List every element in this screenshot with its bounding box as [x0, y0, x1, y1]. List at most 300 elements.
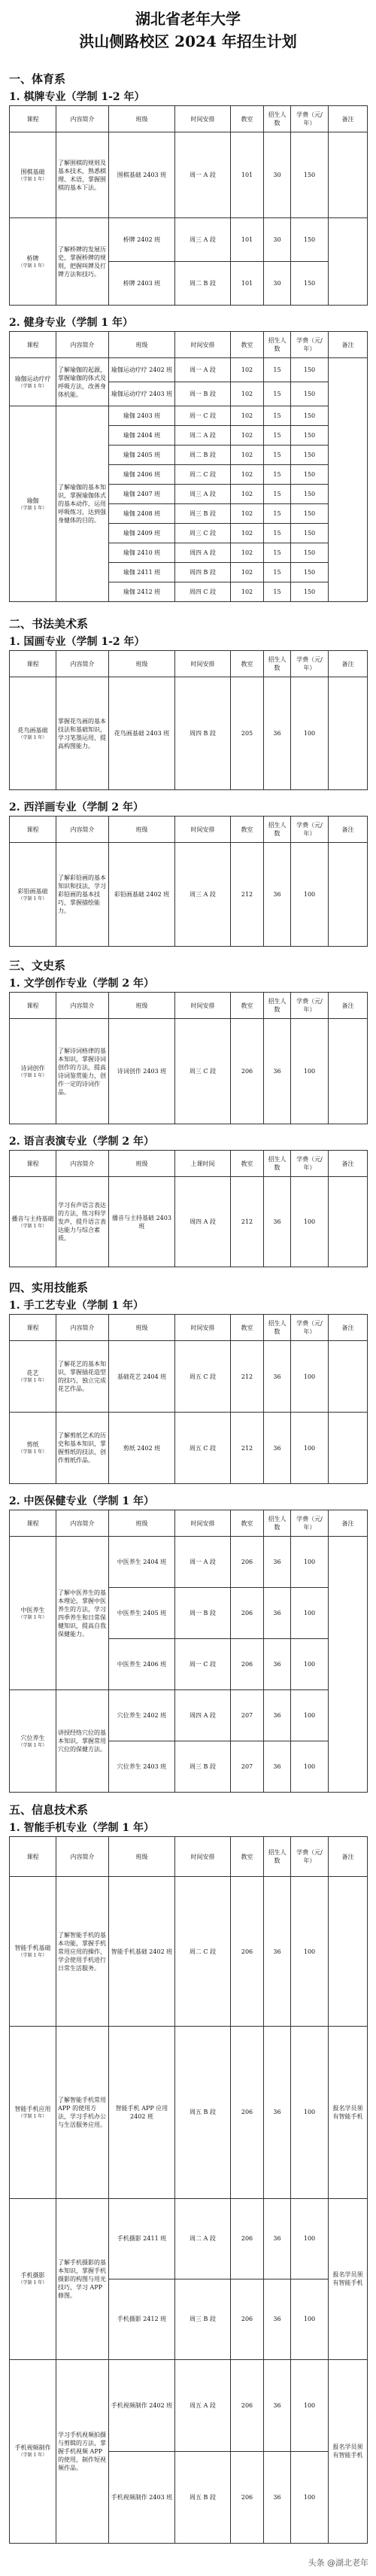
course-table-chinese-painting [9, 650, 368, 790]
class-name: 瑜伽 2403 班 [109, 406, 175, 426]
classroom: 206 [231, 2451, 264, 2543]
major-heading-western-painting: 2. 西洋画专业（学制 2 年） [9, 801, 144, 814]
major-heading-chess: 1. 棋牌专业（学制 1-2 年） [9, 91, 145, 103]
remark [329, 843, 368, 947]
course-name: 智能手机应用 （学制 1 年） [10, 2026, 56, 2198]
course-table-writing [9, 992, 368, 1124]
remark [329, 358, 368, 602]
category-heading-literature: 三、文史系 [9, 959, 66, 972]
course-name: 剪纸 （学制 1 年） [10, 1413, 56, 1484]
course-intro: 了解桥牌的发展历史，掌握桥牌的规则，把握叫牌及打牌方法和技巧。 [56, 218, 109, 306]
major-heading-fitness: 2. 健身专业（学制 1 年） [9, 317, 133, 329]
header-class: 班级 [109, 993, 175, 1019]
header-remark: 备注 [329, 993, 368, 1019]
class-name: 瑜伽 2404 班 [109, 426, 175, 446]
fee: 100 [291, 1537, 329, 1588]
header-class: 班级 [109, 1315, 175, 1341]
header-room: 教室 [231, 993, 264, 1019]
class-name: 彩铅画基础 2402 班 [109, 843, 175, 947]
quota: 30 [264, 218, 291, 262]
header-course: 课程 [10, 1315, 56, 1341]
course-name: 中医养生 （学制 1 年） [10, 1537, 56, 1690]
header-course: 课程 [10, 1510, 56, 1537]
fee: 100 [291, 1877, 329, 2026]
header-course: 课程 [10, 817, 56, 843]
course-intro: 了解剪纸艺术的历史和基本知识，掌握剪纸的技法，创作剪纸作品。 [56, 1413, 109, 1484]
quota: 36 [264, 1690, 291, 1741]
table-row [10, 677, 368, 790]
table-row [10, 2026, 368, 2198]
table-header-row [10, 1510, 368, 1537]
classroom: 101 [231, 218, 264, 262]
quota: 15 [264, 426, 291, 446]
classroom: 102 [231, 504, 264, 524]
category-heading-it: 五、信息技术系 [9, 1803, 89, 1817]
header-room: 教室 [231, 332, 264, 358]
header-room: 教室 [231, 1315, 264, 1341]
header-intro: 内容简介 [56, 106, 109, 132]
class-time: 周一 A 段 [175, 358, 231, 382]
class-name: 瑜伽 2408 班 [109, 504, 175, 524]
category-heading-practical-skills: 四、实用技能系 [9, 1281, 89, 1294]
table-header-row [10, 817, 368, 843]
class-name: 智能手机 APP 应用 2402 班 [109, 2026, 175, 2198]
page-title: 湖北省老年大学 [135, 10, 241, 28]
class-name: 中医养生 2405 班 [109, 1588, 175, 1639]
header-intro: 内容简介 [56, 651, 109, 677]
header-room: 教室 [231, 1837, 264, 1877]
course-intro: 了解围棋的规则及基本技术，熟悉棋理、术语，掌握围棋的基本下法。 [56, 132, 109, 218]
class-name: 播音与主持基础 2403 班 [109, 1177, 175, 1267]
header-course: 课程 [10, 993, 56, 1019]
table-row [10, 406, 368, 426]
classroom: 102 [231, 485, 264, 504]
class-name: 瑜伽 2409 班 [109, 524, 175, 543]
remark [329, 1877, 368, 2026]
remark [329, 677, 368, 790]
header-class: 班级 [109, 817, 175, 843]
course-table-handicraft [9, 1314, 368, 1484]
classroom: 102 [231, 582, 264, 602]
header-remark: 备注 [329, 106, 368, 132]
course-name: 诗词创作 （学制 1 年） [10, 1019, 56, 1124]
header-class: 班级 [109, 1151, 175, 1177]
course-intro: 了解花艺的基本知识，掌握插花造型的技巧，独立完成花艺作品。 [56, 1341, 109, 1413]
quota: 36 [264, 2359, 291, 2451]
class-time: 周五 B 段 [175, 2451, 231, 2543]
header-time: 时间安排 [175, 1510, 231, 1537]
quota: 36 [264, 1877, 291, 2026]
class-time: 周三 A 段 [175, 218, 231, 262]
quota: 36 [264, 1639, 291, 1690]
class-time: 周一 A 段 [175, 1537, 231, 1588]
major-heading-writing: 1. 文学创作专业（学制 2 年） [9, 978, 154, 990]
class-name: 手机视频制作 2402 班 [109, 2359, 175, 2451]
class-name: 穴位养生 2402 班 [109, 1690, 175, 1741]
course-intro: 了解彩铅画的基本知识和技法，学习彩铅画的基本技巧，掌握描绘能力。 [56, 843, 109, 947]
fee: 100 [291, 1341, 329, 1413]
remark [329, 1177, 368, 1267]
class-time: 周三 A 段 [175, 843, 231, 947]
header-course: 课程 [10, 651, 56, 677]
major-heading-handicraft: 1. 手工艺专业（学制 1 年） [9, 1300, 144, 1312]
classroom: 206 [231, 1019, 264, 1124]
remark [329, 132, 368, 218]
quota: 36 [264, 1341, 291, 1413]
header-fee: 学费（元/年） [291, 993, 329, 1019]
class-name: 瑜伽运动疗疗 2402 班 [109, 358, 175, 382]
header-time: 时间安排 [175, 817, 231, 843]
class-time: 周三 C 段 [175, 1019, 231, 1124]
table-row [10, 218, 368, 262]
header-remark: 备注 [329, 1510, 368, 1537]
header-class: 班级 [109, 651, 175, 677]
header-intro: 内容简介 [56, 817, 109, 843]
course-intro: 了解诗词格律的基本知识，掌握诗词创作的方法，提高诗词鉴赏能力，创作一定的诗词作品。 [56, 1019, 109, 1124]
header-fee: 学费（元/年） [291, 1837, 329, 1877]
class-name: 智能手机基础 2402 班 [109, 1877, 175, 2026]
fee: 100 [291, 1639, 329, 1690]
header-room: 教室 [231, 1510, 264, 1537]
remark: 报名学员须有智能手机 [329, 2026, 368, 2198]
course-name: 围棋基础 （学制 1 年） [10, 132, 56, 218]
classroom: 212 [231, 1177, 264, 1267]
header-room: 教室 [231, 651, 264, 677]
watermark: 头条 @湖北老年 [308, 2558, 368, 2568]
header-remark: 备注 [329, 1151, 368, 1177]
major-heading-speech: 2. 语言表演专业（学制 2 年） [9, 1136, 154, 1148]
header-quota: 招生人数 [264, 106, 291, 132]
fee: 100 [291, 1690, 329, 1741]
header-time: 上课时间 [175, 1151, 231, 1177]
class-name: 瑜伽 2412 班 [109, 582, 175, 602]
fee: 100 [291, 2359, 329, 2451]
fee: 100 [291, 677, 329, 790]
table-row [10, 2359, 368, 2451]
classroom: 102 [231, 446, 264, 465]
classroom: 101 [231, 132, 264, 218]
class-name: 瑜伽 2405 班 [109, 446, 175, 465]
remark: 报名学员须有智能手机 [329, 2198, 368, 2359]
header-remark: 备注 [329, 1837, 368, 1877]
fee: 100 [291, 2026, 329, 2198]
fee: 100 [291, 1413, 329, 1484]
classroom: 102 [231, 382, 264, 406]
header-quota: 招生人数 [264, 993, 291, 1019]
class-time: 周四 A 段 [175, 543, 231, 563]
quota: 15 [264, 446, 291, 465]
course-name: 花艺 （学制 1 年） [10, 1341, 56, 1413]
quota: 36 [264, 677, 291, 790]
class-time: 周四 A 段 [175, 1690, 231, 1741]
quota: 36 [264, 1537, 291, 1588]
quota: 36 [264, 2451, 291, 2543]
fee: 150 [291, 563, 329, 582]
fee: 100 [291, 2198, 329, 2279]
course-name: 播音与主持基础 （学制 1 年） [10, 1177, 56, 1267]
header-class: 班级 [109, 1837, 175, 1877]
class-time: 周四 B 段 [175, 563, 231, 582]
class-name: 手机摄影 2411 班 [109, 2198, 175, 2279]
class-time: 周四 B 段 [175, 677, 231, 790]
course-intro: 了解中医养生的基本理论，掌握中医养生的方法，学习四季养生和日常保健知识，提高自我保健能力。 [56, 1537, 109, 1690]
quota: 36 [264, 2026, 291, 2198]
header-time: 时间安排 [175, 993, 231, 1019]
quota: 36 [264, 1588, 291, 1639]
class-time: 周二 A 段 [175, 2198, 231, 2279]
classroom: 102 [231, 426, 264, 446]
classroom: 206 [231, 2279, 264, 2359]
class-name: 手机视频制作 2403 班 [109, 2451, 175, 2543]
header-remark: 备注 [329, 817, 368, 843]
header-intro: 内容简介 [56, 1837, 109, 1877]
table-row [10, 1019, 368, 1124]
fee: 150 [291, 426, 329, 446]
major-heading-tcm: 2. 中医保健专业（学制 1 年） [9, 1495, 154, 1507]
class-name: 瑜伽 2406 班 [109, 465, 175, 485]
table-row [10, 132, 368, 218]
header-room: 教室 [231, 1151, 264, 1177]
remark [329, 1019, 368, 1124]
quota: 36 [264, 843, 291, 947]
course-table-fitness [9, 331, 368, 602]
quota: 15 [264, 524, 291, 543]
fee: 150 [291, 465, 329, 485]
class-name: 桥牌 2402 班 [109, 218, 175, 262]
header-class: 班级 [109, 332, 175, 358]
class-name: 诗词创作 2403 班 [109, 1019, 175, 1124]
fee: 150 [291, 485, 329, 504]
table-header-row [10, 332, 368, 358]
header-class: 班级 [109, 106, 175, 132]
fee: 100 [291, 1177, 329, 1267]
fee: 100 [291, 1019, 329, 1124]
classroom: 102 [231, 524, 264, 543]
header-room: 教室 [231, 817, 264, 843]
quota: 15 [264, 406, 291, 426]
class-name: 剪纸 2402 班 [109, 1413, 175, 1484]
quota: 15 [264, 504, 291, 524]
course-table-smartphone [9, 1836, 368, 2544]
class-time: 周一 A 段 [175, 132, 231, 218]
table-row [10, 1413, 368, 1484]
course-name: 手机视频制作 （学制 1 年） [10, 2359, 56, 2543]
header-room: 教室 [231, 106, 264, 132]
remark [329, 1341, 368, 1413]
fee: 100 [291, 843, 329, 947]
header-quota: 招生人数 [264, 1510, 291, 1537]
header-quota: 招生人数 [264, 651, 291, 677]
course-name: 瑜伽运动疗疗 （学制 1 年） [10, 358, 56, 406]
table-row [10, 2198, 368, 2279]
classroom: 206 [231, 1639, 264, 1690]
class-time: 周二 C 段 [175, 1877, 231, 2026]
classroom: 212 [231, 843, 264, 947]
course-table-tcm [9, 1510, 368, 1793]
header-fee: 学费（元/年） [291, 1510, 329, 1537]
class-time: 周四 A 段 [175, 1177, 231, 1267]
table-row [10, 1537, 368, 1588]
quota: 15 [264, 358, 291, 382]
fee: 150 [291, 382, 329, 406]
classroom: 212 [231, 1341, 264, 1413]
header-fee: 学费（元/年） [291, 332, 329, 358]
quota: 15 [264, 382, 291, 406]
class-time: 周一 B 段 [175, 382, 231, 406]
table-row [10, 1177, 368, 1267]
class-time: 周五 B 段 [175, 2026, 231, 2198]
classroom: 206 [231, 2198, 264, 2279]
fee: 100 [291, 2451, 329, 2543]
class-name: 中医养生 2404 班 [109, 1537, 175, 1588]
table-header-row [10, 993, 368, 1019]
category-heading-sports: 一、体育系 [9, 72, 66, 86]
quota: 30 [264, 132, 291, 218]
course-intro: 了解瑜伽的起源，掌握瑜伽的体式及呼吸方法，改善身体机能。 [56, 358, 109, 406]
class-time: 周四 C 段 [175, 582, 231, 602]
classroom: 102 [231, 358, 264, 382]
class-time: 周三 B 段 [175, 2279, 231, 2359]
table-row [10, 358, 368, 382]
page-subtitle: 洪山侧路校区 2024 年招生计划 [79, 32, 297, 50]
course-name: 花鸟画基础 （学制 1 年） [10, 677, 56, 790]
header-time: 时间安排 [175, 106, 231, 132]
fee: 150 [291, 524, 329, 543]
class-time: 周三 B 段 [175, 1741, 231, 1793]
quota: 30 [264, 262, 291, 306]
fee: 150 [291, 406, 329, 426]
classroom: 207 [231, 1741, 264, 1793]
fee: 150 [291, 218, 329, 262]
header-fee: 学费（元/年） [291, 1151, 329, 1177]
table-row [10, 1341, 368, 1413]
class-name: 桥牌 2403 班 [109, 262, 175, 306]
classroom: 102 [231, 465, 264, 485]
header-remark: 备注 [329, 1315, 368, 1341]
major-heading-chinese-painting: 1. 国画专业（学制 1-2 年） [9, 636, 145, 648]
fee: 100 [291, 1741, 329, 1793]
classroom: 101 [231, 262, 264, 306]
classroom: 206 [231, 1537, 264, 1588]
remark [329, 1413, 368, 1484]
header-remark: 备注 [329, 332, 368, 358]
classroom: 206 [231, 2359, 264, 2451]
table-header-row [10, 1151, 368, 1177]
course-intro: 掌握花鸟画的基本技法和基础知识，学习笔墨运用，提高构图能力。 [56, 677, 109, 790]
course-name: 智能手机基础 （学制 1 年） [10, 1877, 56, 2026]
header-class: 班级 [109, 1510, 175, 1537]
classroom: 212 [231, 1413, 264, 1484]
header-intro: 内容简介 [56, 1315, 109, 1341]
course-intro: 学习有声语言表达的方法，练习科学发声，提升语言表达能力与综合素质。 [56, 1177, 109, 1267]
remark [329, 1537, 368, 1793]
class-name: 手机摄影 2412 班 [109, 2279, 175, 2359]
quota: 36 [264, 1019, 291, 1124]
class-name: 瑜伽 2411 班 [109, 563, 175, 582]
fee: 150 [291, 543, 329, 563]
class-name: 瑜伽 2407 班 [109, 485, 175, 504]
header-intro: 内容简介 [56, 1151, 109, 1177]
table-row [10, 1690, 368, 1741]
class-name: 瑜伽运动疗疗 2403 班 [109, 382, 175, 406]
classroom: 207 [231, 1690, 264, 1741]
header-quota: 招生人数 [264, 1315, 291, 1341]
header-course: 课程 [10, 332, 56, 358]
fee: 150 [291, 582, 329, 602]
course-table-speech [9, 1150, 368, 1267]
quota: 36 [264, 1413, 291, 1484]
course-name: 瑜伽 （学制 1 年） [10, 406, 56, 602]
quota: 36 [264, 2198, 291, 2279]
class-name: 围棋基础 2403 班 [109, 132, 175, 218]
class-time: 周三 A 段 [175, 485, 231, 504]
course-name: 手机摄影 （学制 1 年） [10, 2198, 56, 2359]
header-intro: 内容简介 [56, 332, 109, 358]
class-time: 周一 C 段 [175, 406, 231, 426]
remark [329, 218, 368, 306]
class-name: 基础花艺 2404 班 [109, 1341, 175, 1413]
course-table-western-painting [9, 816, 368, 947]
header-intro: 内容简介 [56, 993, 109, 1019]
class-time: 周一 C 段 [175, 1639, 231, 1690]
class-time: 周三 C 段 [175, 524, 231, 543]
course-intro: 了解智能手机的基本功能，掌握手机常用应用的操作，学会使用手机进行日常生活服务。 [56, 1877, 109, 2026]
course-intro: 讲授经络穴位的基本知识，掌握常用穴位的保健方法。 [56, 1690, 109, 1793]
classroom: 102 [231, 563, 264, 582]
fee: 150 [291, 358, 329, 382]
fee: 150 [291, 446, 329, 465]
course-intro: 了解手机摄影的基本知识，掌握手机摄影的构图与用光技巧，学习 APP 修图。 [56, 2198, 109, 2359]
header-time: 时间安排 [175, 1837, 231, 1877]
quota: 36 [264, 1741, 291, 1793]
header-fee: 学费（元/年） [291, 1315, 329, 1341]
table-header-row [10, 1315, 368, 1341]
header-fee: 学费（元/年） [291, 817, 329, 843]
class-time: 周二 B 段 [175, 262, 231, 306]
header-quota: 招生人数 [264, 1151, 291, 1177]
classroom: 102 [231, 406, 264, 426]
classroom: 206 [231, 1588, 264, 1639]
table-row [10, 843, 368, 947]
course-intro: 了解智能手机常用 APP 的使用方法，学习手机办公与生活服务应用。 [56, 2026, 109, 2198]
header-intro: 内容简介 [56, 1510, 109, 1537]
class-name: 瑜伽 2410 班 [109, 543, 175, 563]
major-heading-smartphone: 1. 智能手机专业（学制 1 年） [9, 1822, 154, 1834]
quota: 36 [264, 2279, 291, 2359]
fee: 100 [291, 1588, 329, 1639]
header-quota: 招生人数 [264, 1837, 291, 1877]
class-time: 周二 A 段 [175, 426, 231, 446]
header-remark: 备注 [329, 651, 368, 677]
table-header-row [10, 106, 368, 132]
table-header-row [10, 1837, 368, 1877]
class-time: 周二 B 段 [175, 446, 231, 465]
course-name: 穴位养生 （学制 1 年） [10, 1690, 56, 1793]
header-time: 时间安排 [175, 332, 231, 358]
header-quota: 招生人数 [264, 817, 291, 843]
course-name: 彩铅画基础 （学制 1 年） [10, 843, 56, 947]
class-time: 周五 C 段 [175, 1413, 231, 1484]
header-time: 时间安排 [175, 1315, 231, 1341]
fee: 150 [291, 504, 329, 524]
header-time: 时间安排 [175, 651, 231, 677]
course-table-chess [9, 105, 368, 306]
header-course: 课程 [10, 1151, 56, 1177]
classroom: 205 [231, 677, 264, 790]
fee: 100 [291, 2279, 329, 2359]
quota: 15 [264, 582, 291, 602]
quota: 36 [264, 1177, 291, 1267]
